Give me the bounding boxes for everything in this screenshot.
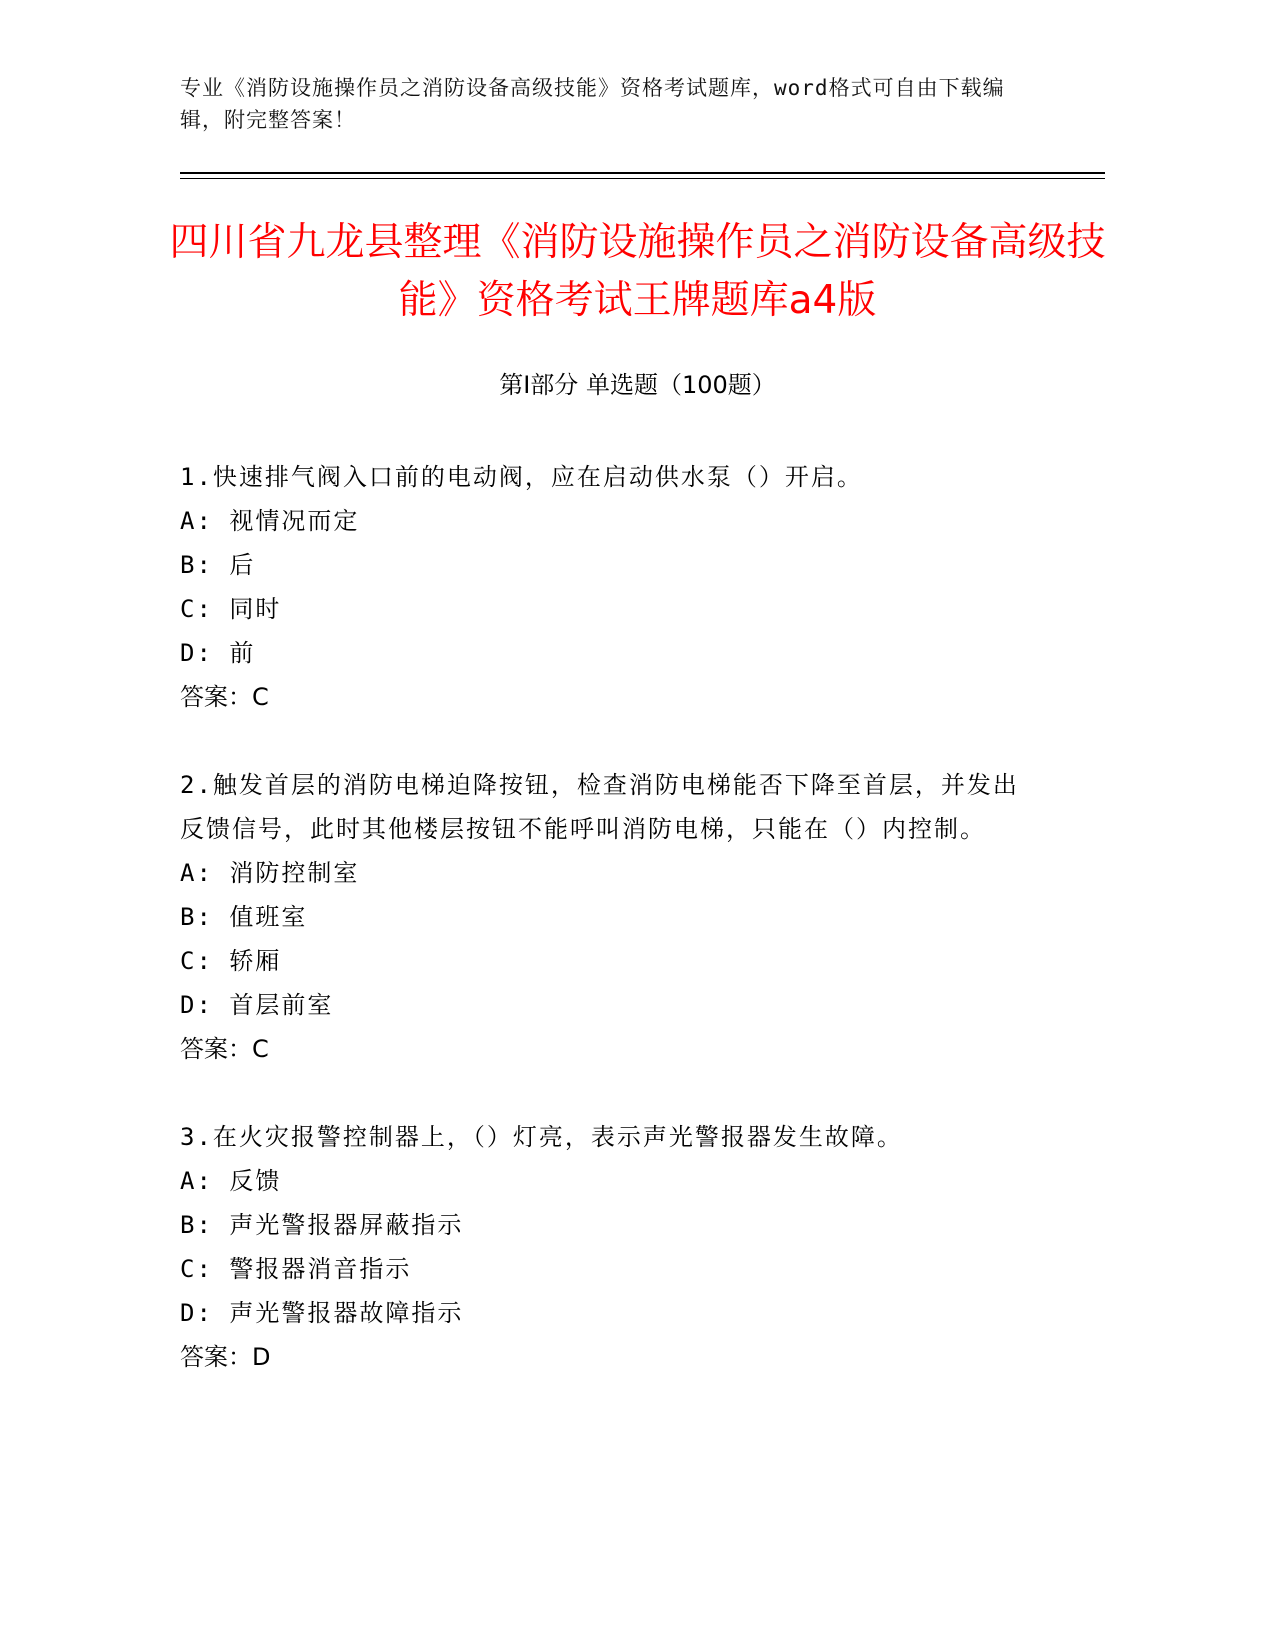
option-a: A: 反馈 <box>180 1167 282 1195</box>
question-text: 2.触发首层的消防电梯迫降按钮，检查消防电梯能否下降至首层，并发出反馈信号，此时其他楼层按钮不能呼叫消防电梯，只能在（）内控制。 <box>180 771 1019 843</box>
option-b: B: 后 <box>180 551 256 579</box>
question-2 <box>180 763 1020 1071</box>
option-b: B: 值班室 <box>180 903 308 931</box>
question-3 <box>180 1115 1020 1379</box>
question-text: 1.快速排气阀入口前的电动阀，应在启动供水泵（）开启。 <box>180 463 863 491</box>
option-c: C: 轿厢 <box>180 947 282 975</box>
answer: 答案：C <box>180 1035 269 1063</box>
option-c: C: 警报器消音指示 <box>180 1255 412 1283</box>
option-c: C: 同时 <box>180 595 282 623</box>
document-title: 四川省九龙县整理《消防设施操作员之消防设备高级技能》资格考试王牌题库a4版 <box>169 220 1106 323</box>
header-divider-thin <box>180 178 1105 179</box>
question-list <box>180 455 1020 1423</box>
question-1 <box>180 455 1020 719</box>
header-divider <box>180 172 1105 174</box>
header-note: 专业《消防设施操作员之消防设备高级技能》资格考试题库，word格式可自由下载编辑，附完整答案！ <box>180 76 1005 132</box>
option-a: A: 消防控制室 <box>180 859 360 887</box>
option-d: D: 首层前室 <box>180 991 334 1019</box>
option-d: D: 前 <box>180 639 256 667</box>
option-b: B: 声光警报器屏蔽指示 <box>180 1211 464 1239</box>
question-text: 3.在火灾报警控制器上，（）灯亮，表示声光警报器发生故障。 <box>180 1123 903 1151</box>
section-heading: 第Ⅰ部分 单选题（100题） <box>499 371 776 399</box>
answer: 答案：D <box>180 1343 271 1371</box>
answer: 答案：C <box>180 683 269 711</box>
option-d: D: 声光警报器故障指示 <box>180 1299 464 1327</box>
option-a: A: 视情况而定 <box>180 507 360 535</box>
